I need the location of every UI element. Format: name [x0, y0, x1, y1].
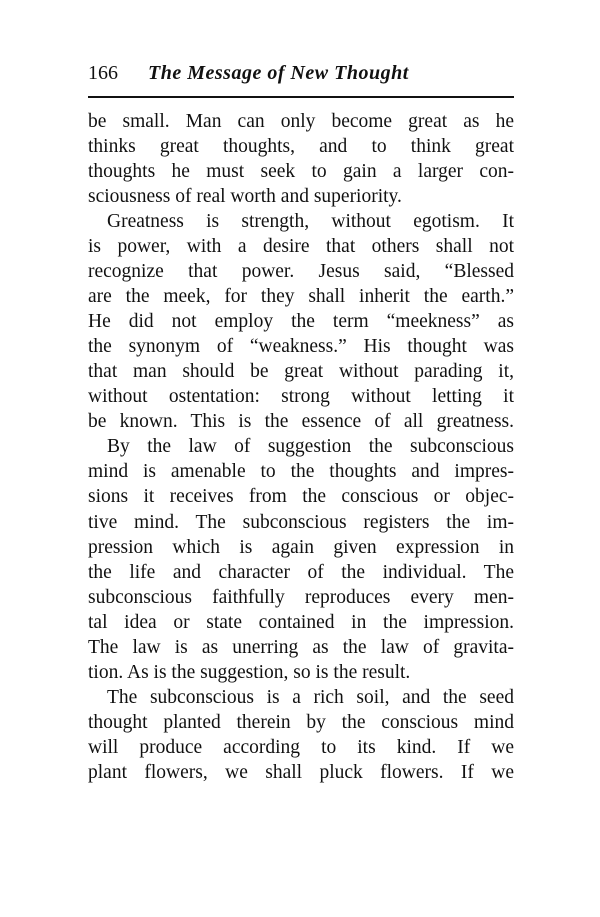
- text-line: tal idea or state contained in the impression.: [88, 611, 514, 633]
- text-line: tion. As is the suggestion, so is the result.: [88, 661, 411, 683]
- text-line: The law is as unerring as the law of gravita-: [88, 636, 514, 658]
- text-line: is power, with a desire that others shall not: [88, 236, 514, 258]
- text-line: tive mind. The subconscious registers the im-: [88, 511, 514, 533]
- text-line: will produce according to its kind. If we: [88, 736, 514, 758]
- text-line: He did not employ the term “meekness” as: [88, 311, 514, 333]
- text-line: without ostentation: strong without letting it: [88, 386, 514, 408]
- text-line: thinks great thoughts, and to think great: [88, 136, 514, 158]
- text-line: the synonym of “weakness.” His thought was: [88, 336, 514, 358]
- text-line: subconscious faithfully reproduces every men-: [88, 586, 514, 608]
- page-number: 166: [88, 62, 118, 84]
- text-line: mind is amenable to the thoughts and impres-: [88, 461, 514, 483]
- text-line: plant flowers, we shall pluck flowers. If we: [88, 761, 514, 783]
- text-line: By the law of suggestion the subconscious: [107, 436, 514, 458]
- running-header: [88, 62, 514, 88]
- text-line: sions it receives from the conscious or objec-: [88, 486, 514, 508]
- text-line: that man should be great without parading it,: [88, 361, 514, 383]
- text-line: are the meek, for they shall inherit the earth.”: [88, 286, 514, 308]
- text-line: pression which is again given expression in: [88, 536, 514, 558]
- text-line: Greatness is strength, without egotism. It: [107, 211, 514, 233]
- text-line: thoughts he must seek to gain a larger con-: [88, 161, 514, 183]
- page-body-text: [88, 109, 514, 785]
- text-line: sciousness of real worth and superiority.: [88, 186, 402, 208]
- text-line: be known. This is the essence of all greatness.: [88, 411, 514, 433]
- text-line: be small. Man can only become great as he: [88, 111, 514, 132]
- text-line: The subconscious is a rich soil, and the seed: [107, 686, 514, 708]
- running-title: The Message of New Thought: [148, 62, 409, 84]
- header-rule: [88, 96, 514, 98]
- text-line: the life and character of the individual. The: [88, 561, 514, 583]
- text-line: thought planted therein by the conscious mind: [88, 711, 514, 733]
- text-line: recognize that power. Jesus said, “Blessed: [88, 261, 514, 283]
